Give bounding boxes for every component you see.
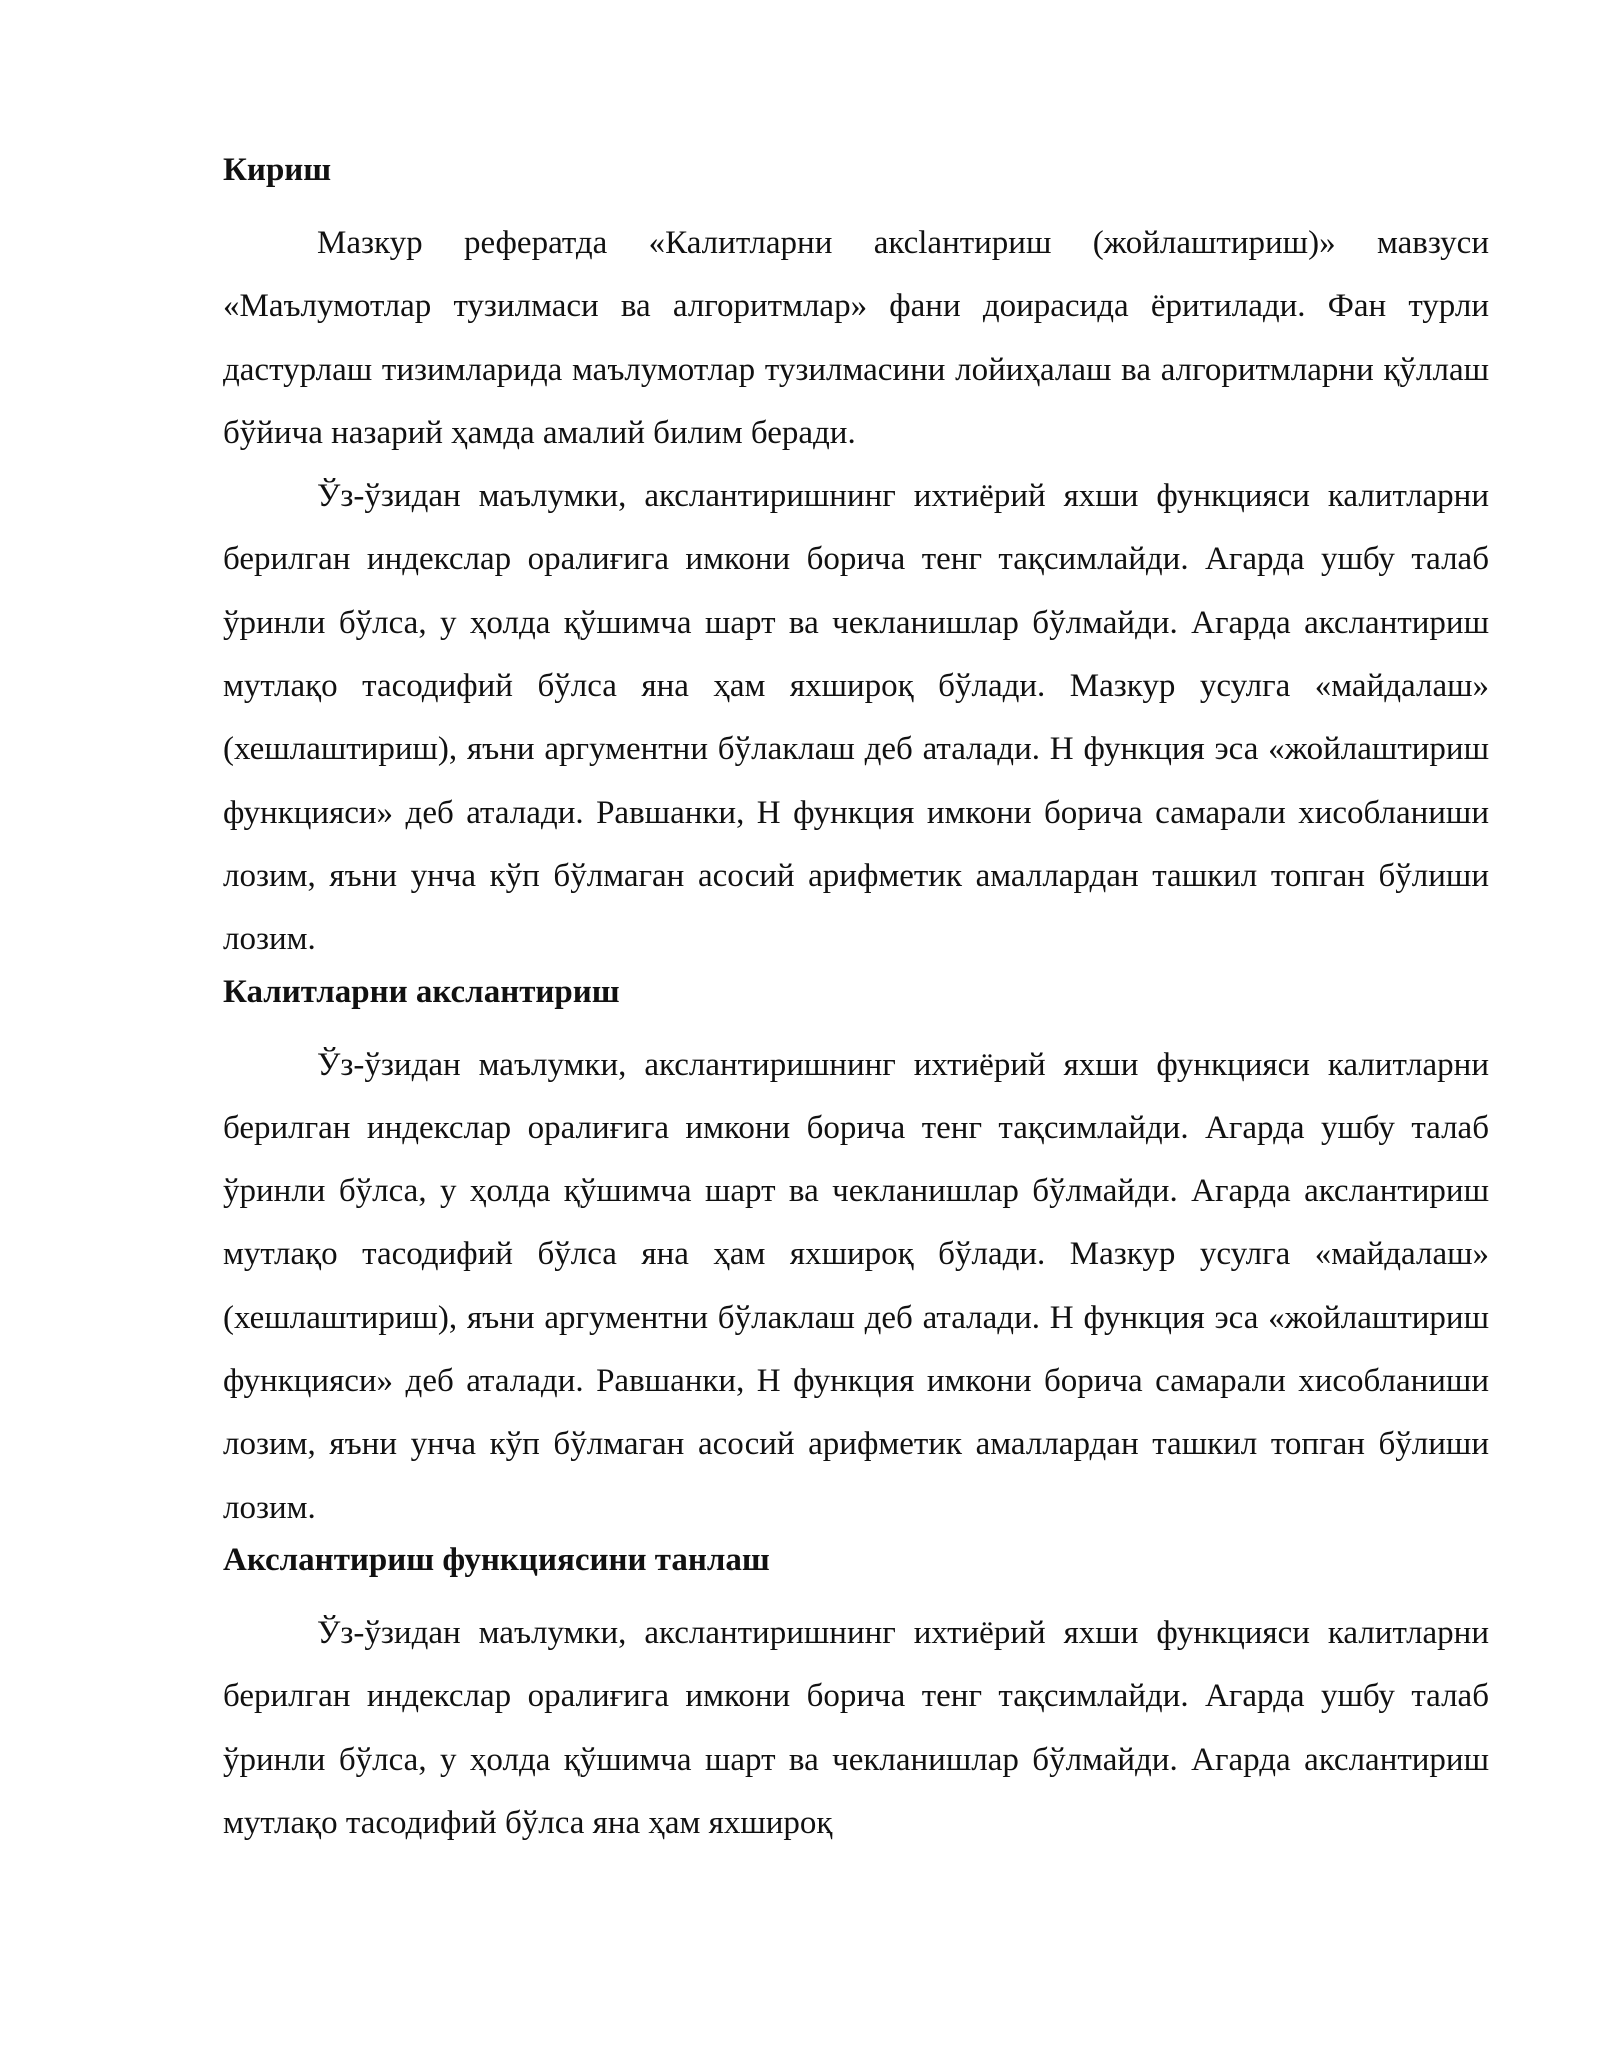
section-heading-key-mapping: Калитларни акслантириш	[223, 973, 620, 1010]
intro-paragraph-2: Ўз-ўзидан маълумки, акслантиришнинг ихтиёрий яхши функцияси калитларни берилган индекслар оралиғига имкони борича тенг тақсимлайди. Агарда ушбу талаб ўринли бўлса, у ҳолда қўшимча шарт ва чекланишлар бўлмайди. Агарда акслантириш мутлақо тасодифий бўлса яна ҳам яхшироқ бўлади. Мазкур усулга «майдалаш» (хешлаштириш), яъни аргументни бўлаклаш деб аталади. H функция эса «жойлаштириш функцияси» деб аталади. Равшанки, H функция имкони борича самарали хисобланиши лозим, яъни унча кўп бўлмаган асосий арифметик амаллардан ташкил топган бўлиши лозим.	[223, 478, 1489, 958]
function-choice-paragraph: Ўз-ўзидан маълумки, акслантиришнинг ихтиёрий яхши функцияси калитларни берилган индекслар оралиғига имкони борича тенг тақсимлайди. Агарда ушбу талаб ўринли бўлса, у ҳолда қўшимча шарт ва чекланишлар бўлмайди. Агарда акслантириш мутлақо тасодифий бўлса яна ҳам яхшироқ	[223, 1614, 1489, 1841]
section-heading-intro: Кириш	[223, 152, 332, 188]
section-heading-function-choice: Акслантириш функциясини танлаш	[223, 1541, 770, 1578]
document-page	[223, 150, 1489, 1855]
key-mapping-paragraph: Ўз-ўзидан маълумки, акслантиришнинг ихтиёрий яхши функцияси калитларни берилган индекслар оралиғига имкони борича тенг тақсимлайди. Агарда ушбу талаб ўринли бўлса, у ҳолда қўшимча шарт ва чекланишлар бўлмайди. Агарда акслантириш мутлақо тасодифий бўлса яна ҳам яхшироқ бўлади. Мазкур усулга «майдалаш» (хешлаштириш), яъни аргументни бўлаклаш деб аталади. H функция эса «жойлаштириш функцияси» деб аталади. Равшанки, H функция имкони борича самарали хисобланиши лозим, яъни унча кўп бўлмаган асосий арифметик амаллардан ташкил топган бўлиши лозим.	[223, 1046, 1489, 1526]
intro-paragraph-1: Мазкур рефератда «Калитларни аксlaнтириш (жойлаштириш)» мавзуси «Маълумотлар тузилмаси ва алгоритмлар» фани доирасида ёритилади. Фан турли дастурлаш тизимларида маълумотлар тузилмасини лойиҳалаш ва алгоритмларни қўллаш бўйича назарий ҳамда амалий билим беради.	[223, 225, 1489, 451]
